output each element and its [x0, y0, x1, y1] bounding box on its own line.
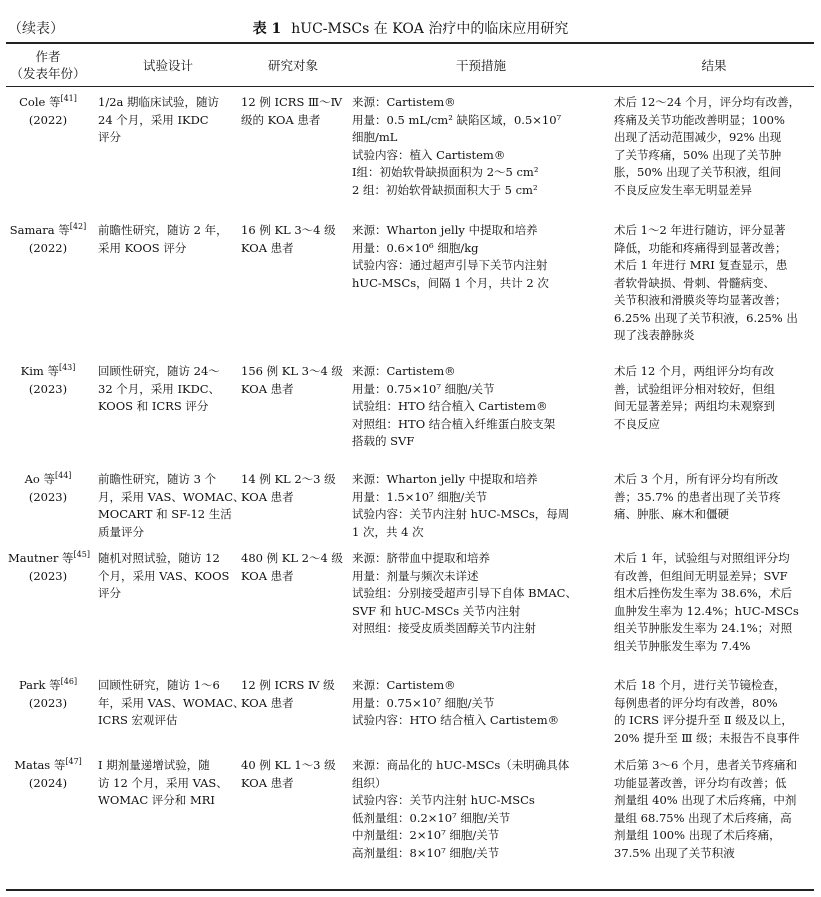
author-name-line [8, 757, 88, 775]
results-line: 37.5% 出现了关节积液 [614, 845, 735, 860]
subjects-line: KOA 患者 [241, 240, 294, 255]
subjects-line: 14 例 KL 2～3 级 [241, 472, 336, 486]
author-year: (2023) [28, 695, 68, 710]
reference-number: [42] [69, 222, 87, 232]
table-title-text: hUC-MSCs 在 KOA 治疗中的临床应用研究 [291, 21, 569, 37]
author-name-line [8, 550, 88, 568]
reference-number: [45] [73, 550, 90, 560]
design-line: ICRS 宏观评估 [98, 713, 178, 727]
author-year: (2022) [28, 240, 68, 255]
reference-number: [46] [60, 677, 78, 687]
results-line: 了关节疼痛，50% 出现了关节肿 [614, 147, 782, 162]
results-cell [614, 550, 814, 655]
intervention-line: 来源：Wharton jelly 中提取和培养 [352, 472, 538, 486]
subjects-line: 156 例 KL 3～4 级 [241, 364, 343, 378]
design-line: 质量评分 [98, 524, 144, 539]
reference-number: [47] [65, 757, 82, 767]
design-line: 随机对照试验，随访 12 [98, 551, 220, 565]
subjects-line: KOA 患者 [241, 489, 294, 504]
results-line: 组术后挫伤发生率为 38.6%，术后 [614, 586, 793, 600]
reference-number: [43] [58, 363, 76, 373]
design-cell [98, 757, 238, 810]
results-line: 不良反应 [614, 416, 660, 431]
intervention-cell [352, 363, 610, 451]
results-line: 功能显著改善，评分均有改善；低 [614, 775, 787, 790]
intervention-cell [352, 677, 610, 730]
design-line: 前瞻性研究，随访 3 个 [98, 472, 217, 486]
author-name: Ao 等 [24, 472, 55, 486]
author-cell [8, 363, 88, 398]
results-line: 组关节肿胀发生率为 7.4% [614, 638, 751, 653]
intervention-line: Ⅰ组：初始软骨缺损面积为 2～5 cm² [352, 165, 539, 179]
author-year: (2023) [28, 568, 68, 583]
subjects-line: 12 例 ICRS Ⅲ～Ⅳ [241, 95, 343, 109]
results-line: 术后 12～24 个月，评分均有改善， [614, 95, 801, 109]
intervention-line: 试验内容：HTO 结合植入 Cartistem® [352, 713, 560, 727]
results-line: 术后 1～2 年进行随访，评分显著 [614, 223, 786, 237]
top-rule [6, 42, 814, 44]
design-cell [98, 550, 238, 603]
design-line: 采用 KOOS 评分 [98, 240, 187, 255]
author-name-line [8, 471, 88, 489]
subjects-cell [241, 677, 345, 712]
design-cell [98, 471, 245, 541]
intervention-line: 用量：0.75×10⁷ 细胞/关节 [352, 381, 495, 396]
subjects-line: KOA 患者 [241, 695, 294, 710]
intervention-cell [352, 471, 610, 541]
author-name: Mautner 等 [8, 551, 74, 565]
design-line: 1/2a 期临床试验，随访 [98, 95, 220, 109]
results-line: 术后 3 个月，所有评分均有所改 [614, 472, 779, 486]
intervention-line: 来源：Cartistem® [352, 95, 456, 109]
results-line: 术后第 3～6 个月，患者关节疼痛和 [614, 758, 797, 772]
results-cell [614, 677, 814, 747]
author-cell [8, 677, 88, 712]
design-cell [98, 677, 245, 730]
results-line: 间无显著差异；两组均未观察到 [614, 399, 775, 413]
subjects-line: 级的 KOA 患者 [241, 112, 321, 127]
subjects-cell [241, 222, 345, 257]
intervention-cell [352, 550, 610, 638]
results-line: 不良反应发生率无明显差异 [614, 182, 752, 197]
intervention-line: 低剂量组：0.2×10⁷ 细胞/关节 [352, 810, 511, 825]
author-year: (2022) [28, 112, 68, 127]
intervention-line: hUC-MSCs，间隔 1 个月，共计 2 次 [352, 275, 549, 290]
intervention-line: 对照组：接受皮质类固醇关节内注射 [352, 621, 536, 635]
intervention-line: 用量：1.5×10⁷ 细胞/关节 [352, 489, 488, 504]
intervention-line: 试验内容：通过超声引导下关节内注射 [352, 258, 548, 272]
subjects-line: KOA 患者 [241, 568, 294, 583]
design-line: 24 个月，采用 IKDC [98, 112, 209, 127]
results-line: 痛、肿胀、麻木和僵硬 [614, 507, 729, 521]
intervention-line: 用量：0.5 mL/cm² 缺陷区域，0.5×10⁷ [352, 112, 562, 127]
subjects-line: 12 例 ICRS Ⅳ 级 [241, 678, 335, 692]
design-line: MOCART 和 SF-12 生活 [98, 507, 232, 521]
intervention-line: 用量：剂量与频次未详述 [352, 568, 479, 583]
design-line: 访 12 个月，采用 VAS、 [98, 775, 228, 790]
intervention-line: 试验组：HTO 结合植入 Cartistem® [352, 399, 548, 413]
results-cell [614, 94, 814, 199]
design-line: 评分 [98, 130, 121, 144]
author-name-line [8, 94, 88, 112]
subjects-cell [241, 757, 345, 792]
results-line: 剂量组 100% 出现了术后疼痛， [614, 828, 781, 842]
results-line: 术后 1 年进行 MRI 复查显示，患 [614, 258, 788, 272]
intervention-line: 用量：0.6×10⁶ 细胞/kg [352, 240, 479, 255]
intervention-line: 来源：商品化的 hUC-MSCs（未明确具体 [352, 758, 570, 772]
author-cell [8, 94, 88, 129]
reference-number: [44] [54, 471, 72, 481]
header-results: 结果 [701, 58, 727, 73]
design-line: 月，采用 VAS、WOMAC、 [98, 489, 245, 504]
subjects-cell [241, 363, 345, 398]
header-design: 试验设计 [142, 58, 193, 73]
results-line: 20% 提升至 Ⅲ 级；未报告不良事件 [614, 730, 800, 745]
author-name: Samara 等 [9, 223, 70, 237]
author-name: Kim 等 [20, 364, 59, 378]
design-line: 个月，采用 VAS、KOOS [98, 568, 230, 583]
author-name-line [8, 677, 88, 695]
author-cell [8, 222, 88, 257]
results-line: 的 ICRS 评分提升至 Ⅱ 级及以上， [614, 713, 793, 727]
intervention-line: 细胞/mL [352, 130, 398, 144]
results-line: 6.25% 出现了关节积液，6.25% 出 [614, 310, 798, 325]
author-cell [8, 550, 88, 585]
subjects-cell [241, 94, 345, 129]
subjects-cell [241, 550, 345, 585]
intervention-line: 试验内容：关节内注射 hUC-MSCs，每周 [352, 507, 570, 521]
results-line: 出现了活动范围减少，92% 出现 [614, 130, 782, 144]
intervention-line: 1 次，共 4 次 [352, 524, 424, 539]
intervention-line: SVF 和 hUC-MSCs 关节内注射 [352, 603, 521, 618]
header-author-line1: 作者 [35, 49, 61, 64]
results-line: 术后 1 年，试验组与对照组评分均 [614, 551, 790, 565]
intervention-line: 搭载的 SVF [352, 434, 415, 448]
intervention-line: 来源：Cartistem® [352, 678, 456, 692]
results-line: 胀，50% 出现了关节积液，组间 [614, 165, 782, 179]
intervention-line: 来源：Wharton jelly 中提取和培养 [352, 223, 538, 237]
table-number: 表 1 [252, 21, 282, 37]
results-line: 善；35.7% 的患者出现了关节疼 [614, 489, 781, 504]
header-rule [6, 86, 814, 87]
results-line: 者软骨缺损、骨刺、骨髓病变、 [614, 275, 775, 290]
subjects-line: 16 例 KL 3～4 级 [241, 223, 336, 237]
design-cell [98, 222, 238, 257]
design-line: Ⅰ 期剂量递增试验，随 [98, 758, 210, 772]
intervention-cell [352, 94, 610, 199]
results-line: 术后 12 个月，两组评分均有改 [614, 364, 774, 378]
results-line: 剂量组 40% 出现了术后疼痛，中剂 [614, 793, 797, 807]
results-line: 善，试验组评分相对较好，但组 [614, 381, 775, 396]
intervention-line: 来源：脐带血中提取和培养 [352, 551, 490, 565]
author-name: Cole 等 [19, 95, 61, 109]
intervention-cell [352, 222, 610, 292]
intervention-line: 试验组：分别接受超声引导下自体 BMAC、 [352, 586, 577, 600]
results-cell [614, 471, 814, 524]
design-cell [98, 94, 238, 147]
results-cell [614, 363, 814, 433]
subjects-line: KOA 患者 [241, 775, 294, 790]
design-line: 前瞻性研究，随访 2 年， [98, 223, 228, 237]
results-line: 每例患者的评分均有改善，80% [614, 695, 778, 710]
intervention-line: 来源：Cartistem® [352, 364, 456, 378]
design-line: 回顾性研究，随访 24～ [98, 364, 220, 378]
design-line: 评分 [98, 586, 121, 600]
design-line: 32 个月，采用 IKDC、 [98, 381, 221, 396]
author-name: Park 等 [18, 678, 61, 692]
design-line: KOOS 和 ICRS 评分 [98, 399, 209, 413]
header-intervention: 干预措施 [455, 58, 506, 73]
results-cell [614, 757, 814, 862]
design-line: 回顾性研究，随访 1～6 [98, 678, 220, 692]
author-name-line [8, 222, 88, 240]
intervention-cell [352, 757, 610, 862]
intervention-line: 中剂量组：2×10⁷ 细胞/关节 [352, 828, 500, 842]
results-line: 降低，功能和疼痛得到显著改善； [614, 240, 787, 255]
intervention-line: 试验内容：关节内注射 hUC-MSCs [352, 793, 535, 807]
author-year: (2023) [28, 381, 68, 396]
results-line: 关节积液和滑膜炎等均显著改善； [614, 293, 787, 307]
subjects-line: KOA 患者 [241, 381, 294, 396]
results-line: 有改善，但组间无明显差异；SVF [614, 568, 788, 583]
intervention-line: 对照组：HTO 结合植入纤维蛋白胶支架 [352, 416, 556, 431]
results-line: 血肿发生率为 12.4%；hUC-MSCs [614, 603, 799, 618]
continued-label: （续表） [8, 21, 64, 37]
table-title [0, 18, 821, 38]
results-cell [614, 222, 814, 345]
bottom-rule [6, 889, 814, 891]
author-name: Matas 等 [14, 758, 66, 772]
design-line: WOMAC 评分和 MRI [98, 793, 215, 807]
author-cell [8, 471, 88, 506]
subjects-line: 40 例 KL 1～3 级 [241, 758, 336, 772]
reference-number: [41] [60, 94, 77, 104]
header-subjects: 研究对象 [267, 58, 318, 73]
subjects-cell [241, 471, 345, 506]
results-line: 量组 68.75% 出现了术后疼痛，高 [614, 810, 792, 825]
header-author [8, 48, 88, 82]
results-line: 疼痛及关节功能改善明显；100% [614, 112, 785, 127]
intervention-line: 用量：0.75×10⁷ 细胞/关节 [352, 695, 495, 710]
author-cell [8, 757, 88, 792]
author-name-line [8, 363, 88, 381]
intervention-line: 2 组：初始软骨缺损面积大于 5 cm² [352, 182, 538, 197]
intervention-line: 试验内容：植入 Cartistem® [352, 147, 506, 162]
design-cell [98, 363, 238, 416]
results-line: 现了浅表静脉炎 [614, 328, 695, 342]
author-year: (2023) [28, 489, 68, 504]
author-year: (2024) [28, 775, 68, 790]
intervention-line: 高剂量组：8×10⁷ 细胞/关节 [352, 845, 500, 860]
results-line: 组关节肿胀发生率为 24.1%；对照 [614, 621, 793, 635]
results-line: 术后 18 个月，进行关节镜检查， [614, 678, 786, 692]
subjects-line: 480 例 KL 2～4 级 [241, 551, 343, 565]
intervention-line: 组织） [352, 775, 387, 790]
header-author-line2: （发表年份） [10, 66, 86, 81]
design-line: 年，采用 VAS、WOMAC、 [98, 695, 245, 710]
